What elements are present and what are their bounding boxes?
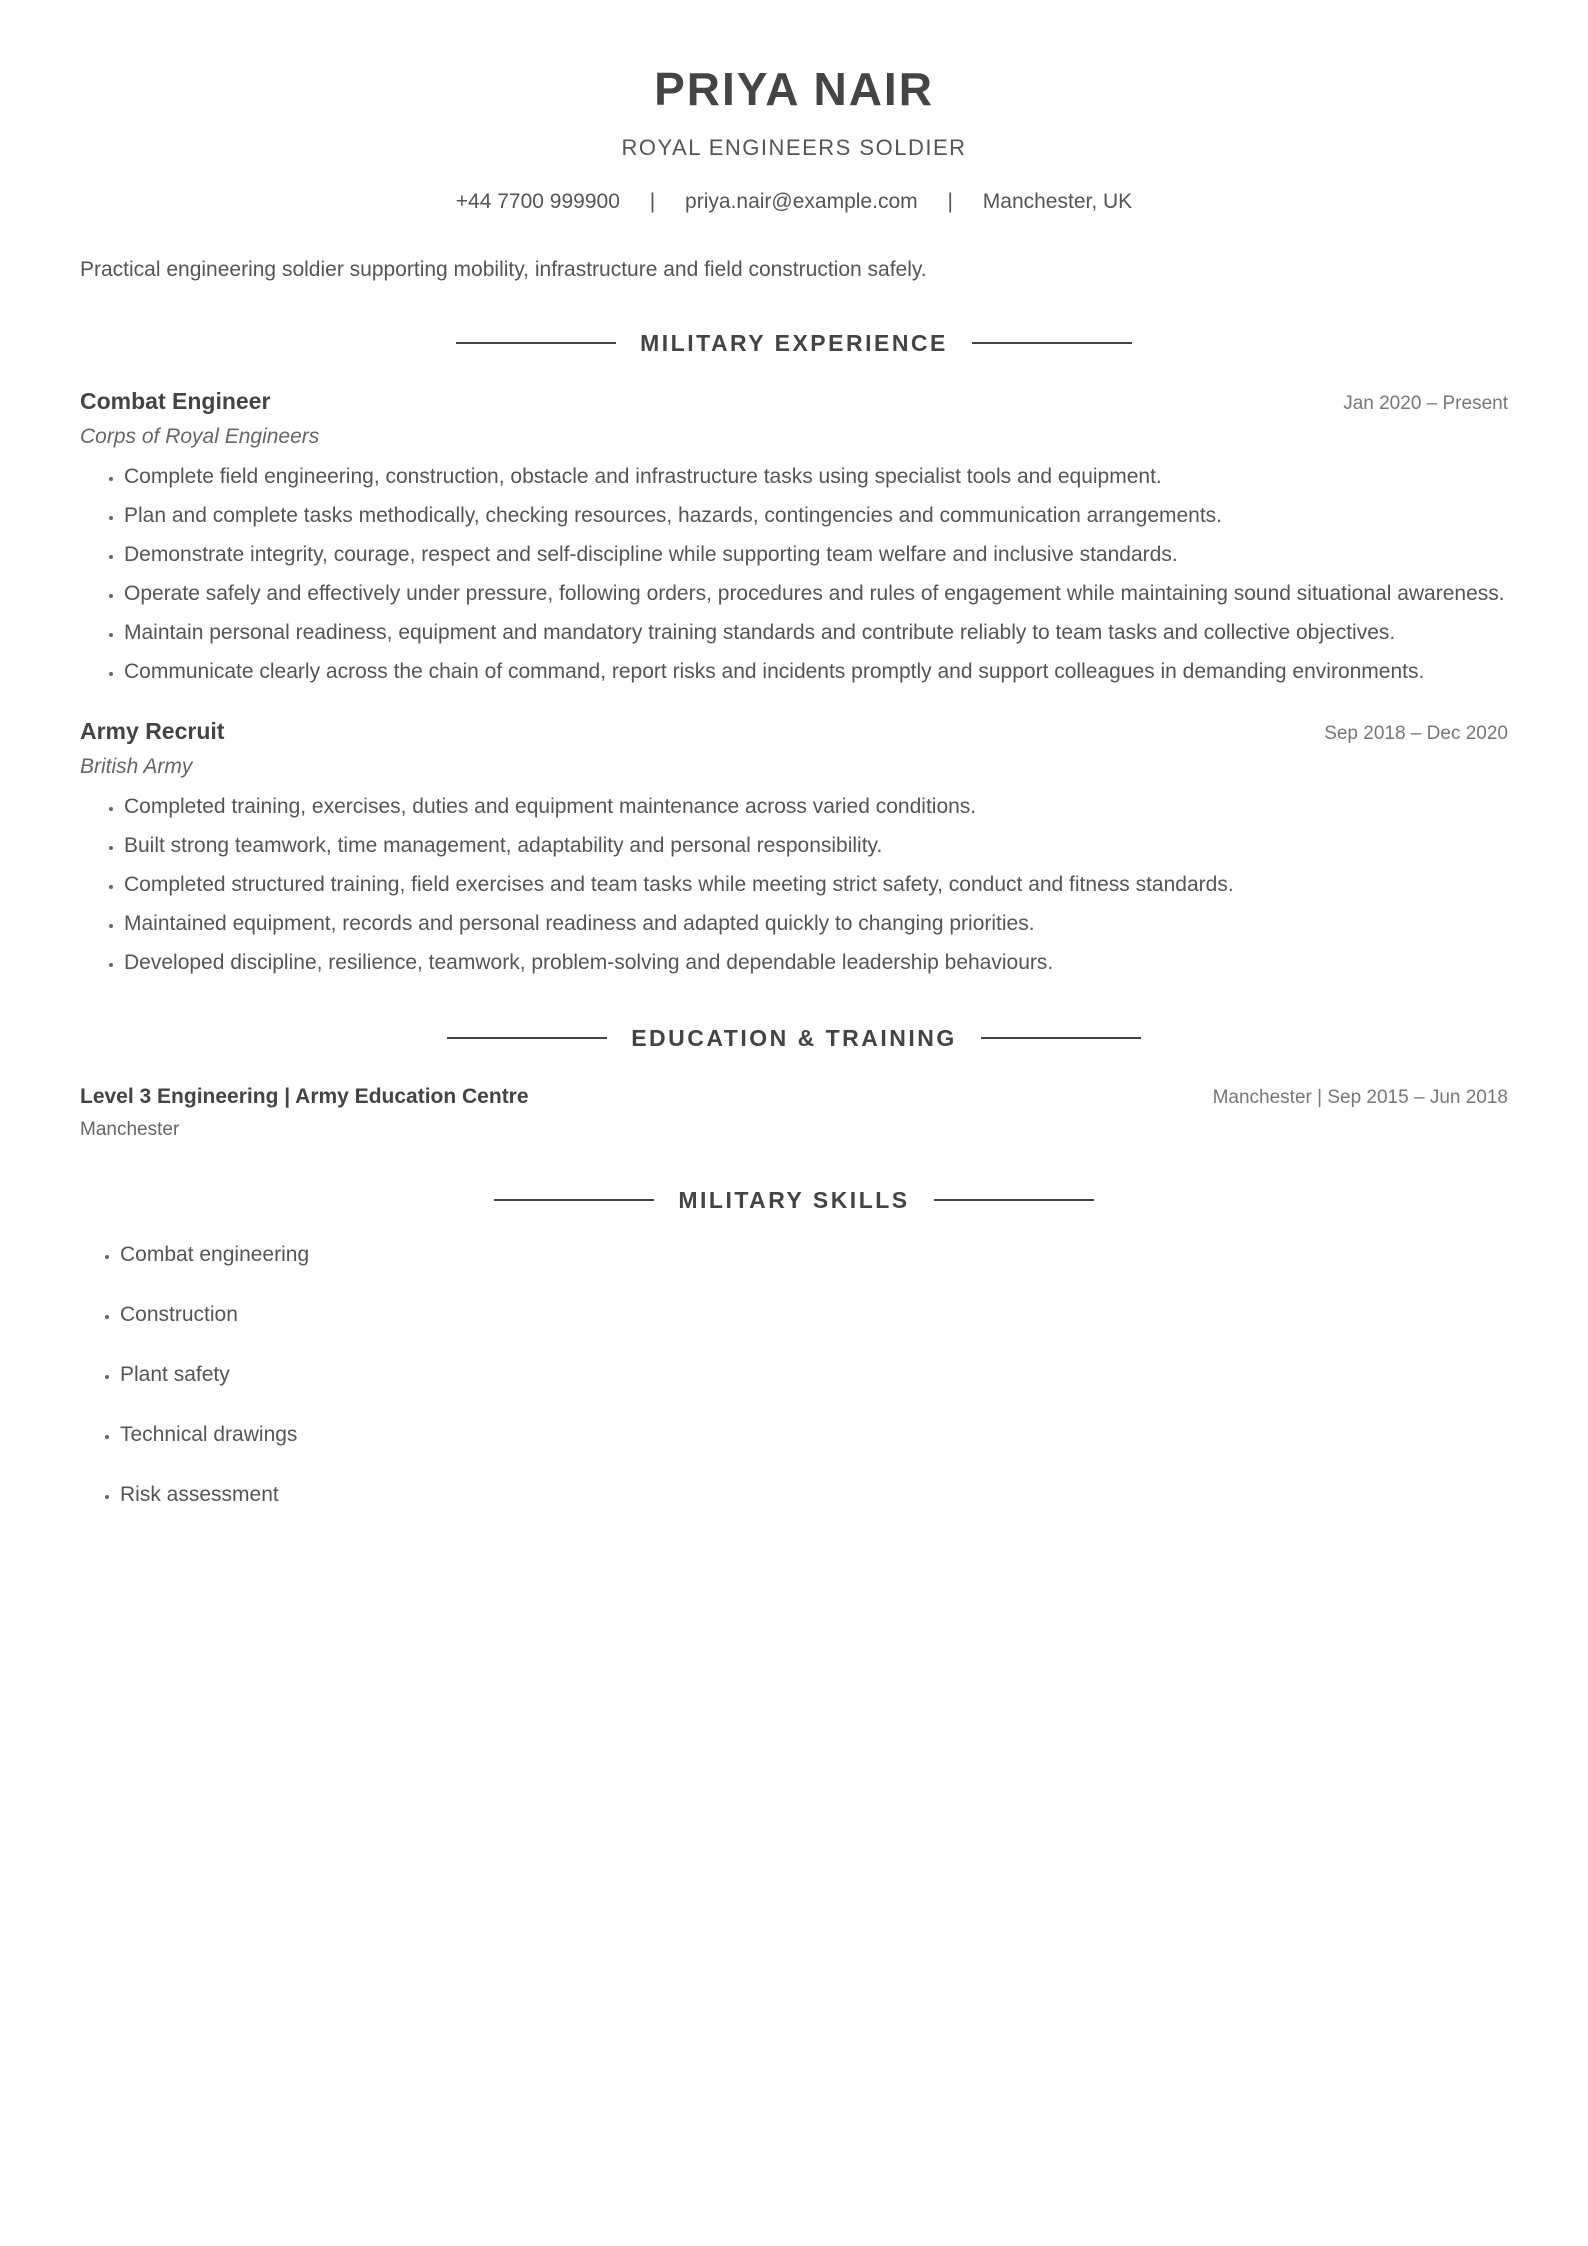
job-bullet: • Demonstrate integrity, courage, respect and self-discipline while supporting team welfare and inclusive standards.	[124, 538, 1508, 571]
contact-phone: +44 7700 999900	[455, 190, 620, 213]
job-bullet: • Completed training, exercises, duties and equipment maintenance across varied conditions.	[124, 790, 1508, 823]
job-bullet: • Developed discipline, resilience, teamwork, problem-solving and dependable leadership behaviours.	[124, 946, 1508, 979]
education-title: Level 3 Engineering | Army Education Centre	[80, 1085, 529, 1108]
education-location: Manchester	[80, 1119, 180, 1140]
section-heading-skills	[80, 1185, 1508, 1215]
heading-rule-left	[456, 342, 616, 344]
skill-item: • Plant safety	[120, 1361, 1508, 1389]
job-dates: Jan 2020 – Present	[1343, 393, 1508, 414]
job-bullet: • Maintain personal readiness, equipment and mandatory training standards and contribute reliably to team tasks and collective objectives.	[124, 616, 1508, 649]
job-entry	[80, 716, 1508, 979]
contact-location: Manchester, UK	[982, 190, 1133, 213]
job-organisation: Corps of Royal Engineers	[80, 425, 320, 448]
job-bullets	[80, 460, 1508, 688]
education-meta: Manchester | Sep 2015 – Jun 2018	[1212, 1087, 1508, 1108]
job-bullet: • Communicate clearly across the chain of command, report risks and incidents promptly and support colleagues in demanding environments.	[124, 655, 1508, 688]
candidate-role: ROYAL ENGINEERS SOLDIER	[621, 135, 967, 160]
section-heading-education	[80, 1023, 1508, 1053]
education-header	[80, 1083, 1508, 1111]
contact-separator: |	[649, 190, 656, 213]
job-bullet: • Plan and complete tasks methodically, checking resources, hazards, contingencies and communication arrangements.	[124, 499, 1508, 532]
job-bullet: • Built strong teamwork, time management, adaptability and personal responsibility.	[124, 829, 1508, 862]
job-organisation: British Army	[80, 755, 193, 778]
skill-item: • Risk assessment	[120, 1481, 1508, 1509]
skill-item: • Combat engineering	[120, 1241, 1508, 1269]
contact-separator: |	[947, 190, 953, 213]
contact-email: priya.nair@example.com	[685, 190, 918, 213]
section-title: EDUCATION & TRAINING	[631, 1025, 957, 1051]
heading-rule-right	[981, 1037, 1141, 1039]
job-bullets	[80, 790, 1508, 979]
job-title: Combat Engineer	[80, 388, 271, 414]
profile-summary: Practical engineering soldier supporting mobility, infrastructure and field construction safely.	[80, 258, 927, 281]
contact-line	[80, 188, 1508, 216]
section-title: MILITARY EXPERIENCE	[640, 330, 948, 356]
job-bullet: • Operate safely and effectively under pressure, following orders, procedures and rules of engagement while maintaining sound situational awareness.	[124, 577, 1508, 610]
job-bullet: • Complete field engineering, construction, obstacle and infrastructure tasks using specialist tools and equipment.	[124, 460, 1508, 493]
heading-rule-left	[494, 1199, 654, 1201]
section-heading-experience	[80, 328, 1508, 358]
job-title: Army Recruit	[80, 718, 225, 744]
skill-item: • Technical drawings	[120, 1421, 1508, 1449]
job-bullet: • Completed structured training, field exercises and team tasks while meeting strict safety, conduct and fitness standards.	[124, 868, 1508, 901]
section-title: MILITARY SKILLS	[678, 1187, 910, 1213]
skills-list	[80, 1241, 1508, 1509]
heading-rule-left	[447, 1037, 607, 1039]
heading-rule-right	[972, 342, 1132, 344]
job-header	[80, 386, 1508, 416]
heading-rule-right	[934, 1199, 1094, 1201]
job-dates: Sep 2018 – Dec 2020	[1324, 723, 1508, 744]
job-bullet: • Maintained equipment, records and personal readiness and adapted quickly to changing priorities.	[124, 907, 1508, 940]
job-entry	[80, 386, 1508, 688]
education-entry	[80, 1083, 1508, 1141]
job-header	[80, 716, 1508, 746]
skill-item: • Construction	[120, 1301, 1508, 1329]
candidate-name: PRIYA NAIR	[654, 63, 934, 115]
